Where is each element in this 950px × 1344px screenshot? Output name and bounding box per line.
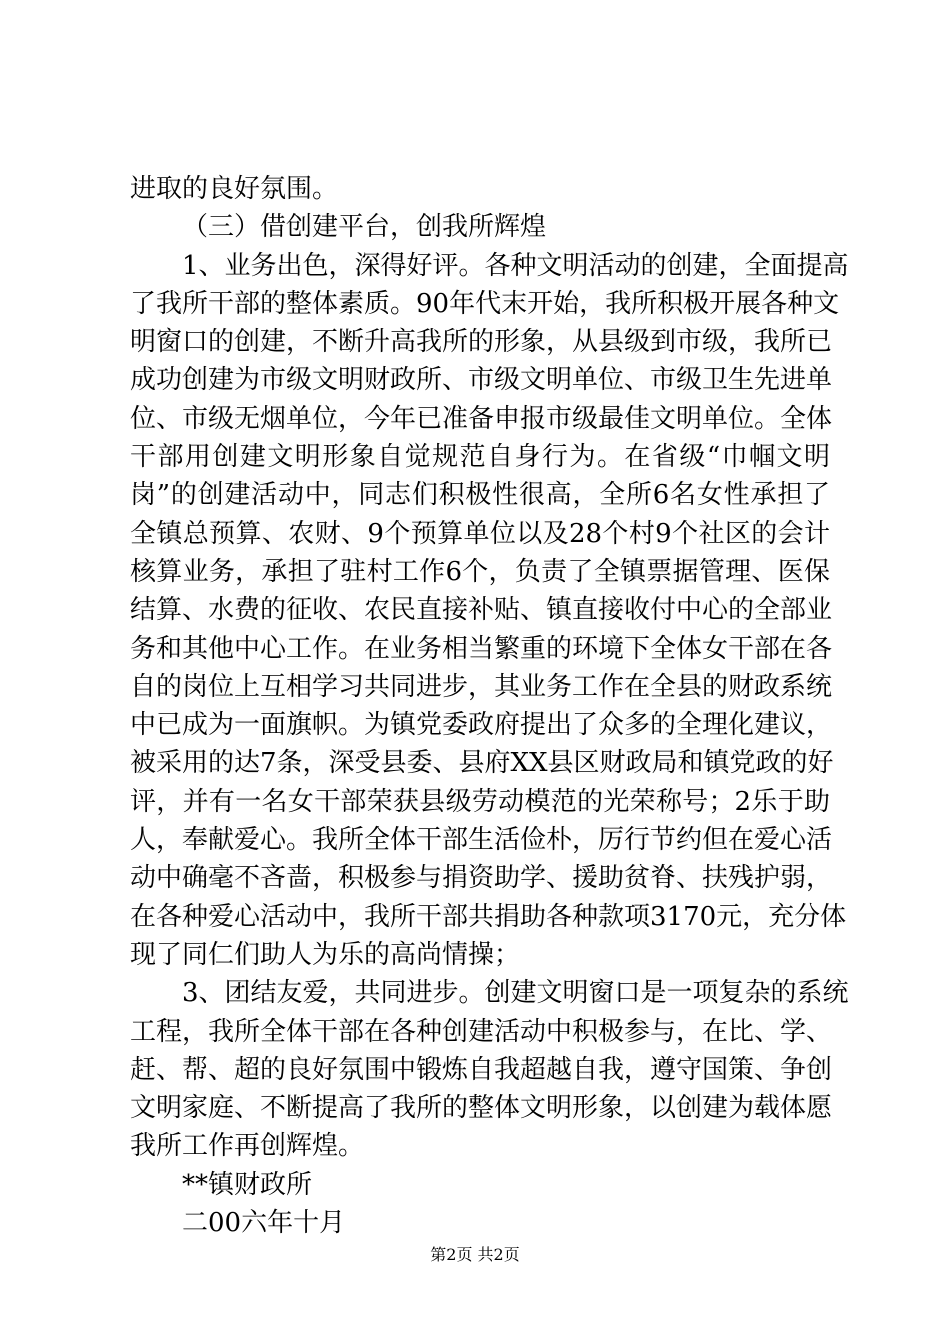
text-line: 二00六年十月	[182, 1208, 346, 1239]
text-line: 全镇总预算、农财、9个预算单位以及28个村9个社区的会计	[130, 518, 830, 549]
text-line: 1、业务出色，深得好评。各种文明活动的创建，全面提高	[182, 250, 849, 281]
text-line: 自的岗位上互相学习共同进步，其业务工作在全县的财政系统	[130, 671, 833, 702]
text-line: 岗”的创建活动中，同志们积极性很高，全所6名女性承担了	[130, 480, 830, 511]
text-line: 进取的良好氛围。	[130, 174, 339, 204]
text-line: 位、市级无烟单位，今年已准备申报市级最佳文明单位。全体	[130, 403, 833, 434]
text-line: 成功创建为市级文明财政所、市级文明单位、市级卫生先进单	[130, 365, 833, 396]
text-line: 明窗口的创建，不断升高我所的形象，从县级到市级，我所已	[130, 327, 833, 358]
text-line: 工程，我所全体干部在各种创建活动中积极参与，在比、学、	[130, 1016, 833, 1047]
text-line: 务和其他中心工作。在业务相当繁重的环境下全体女干部在各	[130, 633, 833, 664]
text-line: 评，并有一名女干部荣获县级劳动模范的光荣称号；2乐于助	[130, 786, 830, 817]
text-line: 3、团结友爱，共同进步。创建文明窗口是一项复杂的系统	[182, 978, 849, 1009]
text-line: 被采用的达7条，深受县委、县府XX县区财政局和镇党政的好	[130, 748, 834, 779]
text-line: 文明家庭、不断提高了我所的整体文明形象，以创建为载体愿	[130, 1093, 833, 1124]
text-line: 人，奉献爱心。我所全体干部生活俭朴，厉行节约但在爱心活	[130, 825, 833, 856]
text-line: 在各种爱心活动中，我所干部共捐助各种款项3170元，充分体	[130, 901, 847, 932]
text-line: 干部用创建文明形象自觉规范自身行为。在省级“巾帼文明	[130, 442, 830, 473]
page-footer: 第2页 共2页	[430, 1245, 520, 1264]
text-line: 我所工作再创辉煌。	[130, 1131, 365, 1162]
text-line: （三）借创建平台，创我所辉煌	[182, 212, 547, 243]
text-line: 动中确毫不吝啬，积极参与捐资助学、援助贫脊、扶残护弱，	[130, 863, 833, 894]
text-line: 现了同仁们助人为乐的高尚情操；	[130, 939, 521, 970]
text-line: **镇财政所	[182, 1169, 313, 1200]
text-line: 了我所干部的整体素质。90年代末开始，我所积极开展各种文	[130, 288, 840, 319]
document-body	[130, 170, 849, 1242]
text-line: 核算业务，承担了驻村工作6个，负责了全镇票据管理、医保	[130, 556, 830, 587]
text-line: 中已成为一面旗帜。为镇党委政府提出了众多的全理化建议，	[130, 710, 833, 741]
text-line: 赶、帮、超的良好氛围中锻炼自我超越自我，遵守国策、争创	[130, 1054, 833, 1085]
text-line: 结算、水费的征收、农民直接补贴、镇直接收付中心的全部业	[130, 595, 833, 626]
